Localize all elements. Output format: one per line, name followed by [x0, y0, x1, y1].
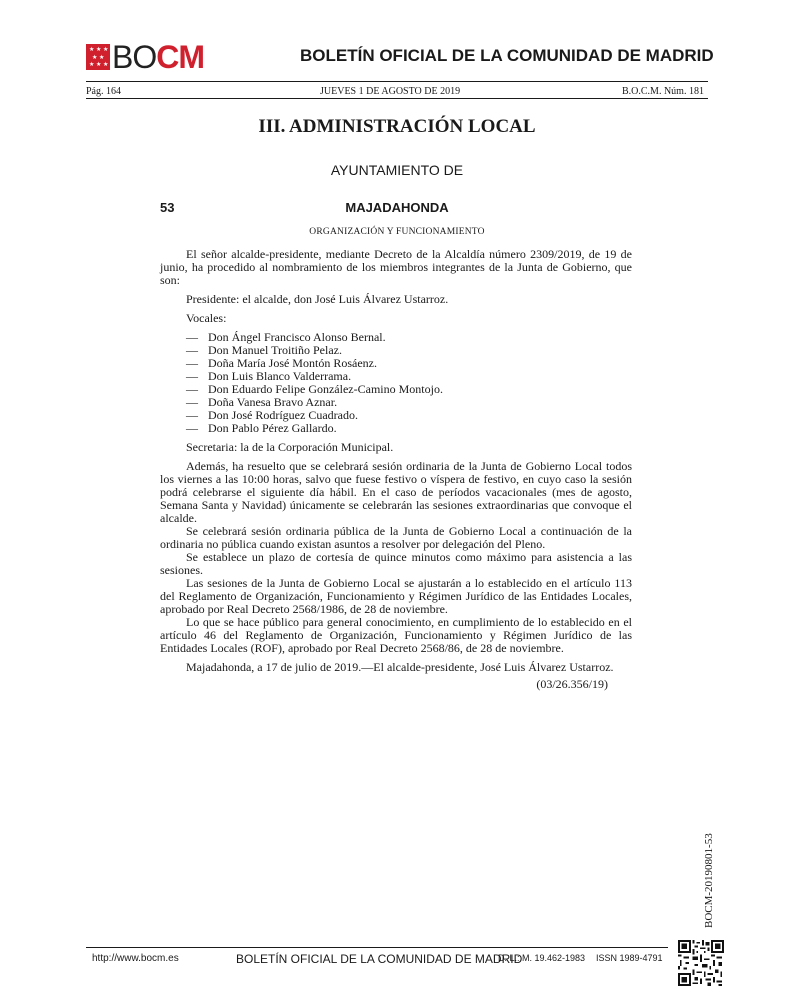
list-item: — Don Manuel Troitiño Pelaz. [186, 343, 342, 357]
bocm-logo [86, 39, 204, 75]
list-item: — Don Ángel Francisco Alonso Bernal. [186, 330, 386, 344]
header-rule-top [86, 81, 708, 82]
issue-date: JUEVES 1 DE AGOSTO DE 2019 [320, 86, 461, 97]
page-number: Pág. 164 [86, 86, 121, 97]
vocales-label: Vocales: [186, 311, 227, 325]
signature-line: Majadahonda, a 17 de julio de 2019.—El alcalde-presidente, José Luis Álvarez Ustarroz. [186, 660, 614, 674]
municipality-name: MAJADAHONDA [345, 200, 449, 215]
paragraph-reglamento: Las sesiones de la Junta de Gobierno Local se ajustarán a lo establecido en el artículo 113 del Reglamento de Organización, Funcionamiento y Régimen Jurídico de las Entidades Locales, aprobado por Real Decreto 2568/1986, de 28 de noviembre. [160, 576, 632, 616]
qr-code-icon [678, 940, 724, 986]
list-item: — Don José Rodríguez Cuadrado. [186, 408, 358, 422]
list-item: — Doña María José Montón Rosáenz. [186, 356, 377, 370]
presidente-line: Presidente: el alcalde, don José Luis Álvarez Ustarroz. [186, 292, 449, 306]
header-rule-bottom [86, 98, 708, 99]
list-item: — Don Luis Blanco Valderrama. [186, 369, 352, 383]
intro-paragraph: El señor alcalde-presidente, mediante Decreto de la Alcaldía número 2309/2019, de 19 de junio, ha procedido al nombramiento de los miembros integrantes de la Junta de Gobierno, que son: [160, 247, 632, 287]
reference-code: (03/26.356/19) [536, 677, 608, 691]
footer-issn: ISSN 1989-4791 [596, 953, 663, 963]
footer-rule [86, 947, 668, 948]
section-title: III. ADMINISTRACIÓN LOCAL [258, 116, 536, 137]
list-item: — Don Eduardo Felipe González-Camino Montojo. [186, 382, 443, 396]
paragraph-cortesia: Se establece un plazo de cortesía de quince minutos como máximo para asistencia a las sesiones. [160, 550, 632, 577]
footer-title: BOLETÍN OFICIAL DE LA COMUNIDAD DE MADRID [236, 952, 523, 966]
list-item: — Don Pablo Pérez Gallardo. [186, 421, 337, 435]
footer-deposito-legal: D. L.: M. 19.462-1983 [498, 953, 586, 963]
secretaria-line: Secretaria: la de la Corporación Municipal. [186, 440, 394, 454]
bocm-side-code: BOCM-20190801-53 [703, 833, 715, 928]
paragraph-sesion-publica: Se celebrará sesión ordinaria pública de la Junta de Gobierno Local a continuación de la ordinaria no pública cuando existan asuntos a resolver por delegación del Pleno. [160, 524, 632, 551]
issue-number: B.O.C.M. Núm. 181 [622, 86, 704, 97]
ayuntamiento-label: AYUNTAMIENTO DE [330, 162, 464, 178]
paragraph-sesion-ordinaria: Además, ha resuelto que se celebrará sesión ordinaria de la Junta de Gobierno Local todos los viernes a las 10:00 horas, salvo que fuese festivo o víspera de festivo, en cuyo caso la sesión podrá celebrarse el siguiente día hábil. En el caso de períodos vacacionales (mes de agosto, Semana Santa y Navidad) únicamente se celebrarán las sesiones extraordinarias que convoque el alcalde. [160, 459, 632, 525]
madrid-stars-icon: ★ ★ ★ ★ ★ ★ ★ ★ [86, 44, 110, 70]
paragraph-publicacion: Lo que se hace público para general conocimiento, en cumplimiento de lo establecido en el artículo 46 del Reglamento de Organización, Funcionamiento y Régimen Jurídico de las Entidades Locales (ROF), aprobado por Real Decreto 2568/86, de 28 de noviembre. [160, 615, 632, 655]
document-body [160, 248, 632, 691]
entry-number: 53 [160, 200, 175, 215]
vocales-list [160, 331, 632, 435]
footer-url-link[interactable]: http://www.bocm.es [92, 953, 179, 964]
masthead-title: BOLETÍN OFICIAL DE LA COMUNIDAD DE MADRID [300, 46, 714, 65]
subheading: ORGANIZACIÓN Y FUNCIONAMIENTO [309, 227, 485, 237]
logo-text-bo: BO [112, 39, 157, 75]
list-item: — Doña Vanesa Bravo Aznar. [186, 395, 338, 409]
logo-text-cm: CM [156, 39, 204, 75]
